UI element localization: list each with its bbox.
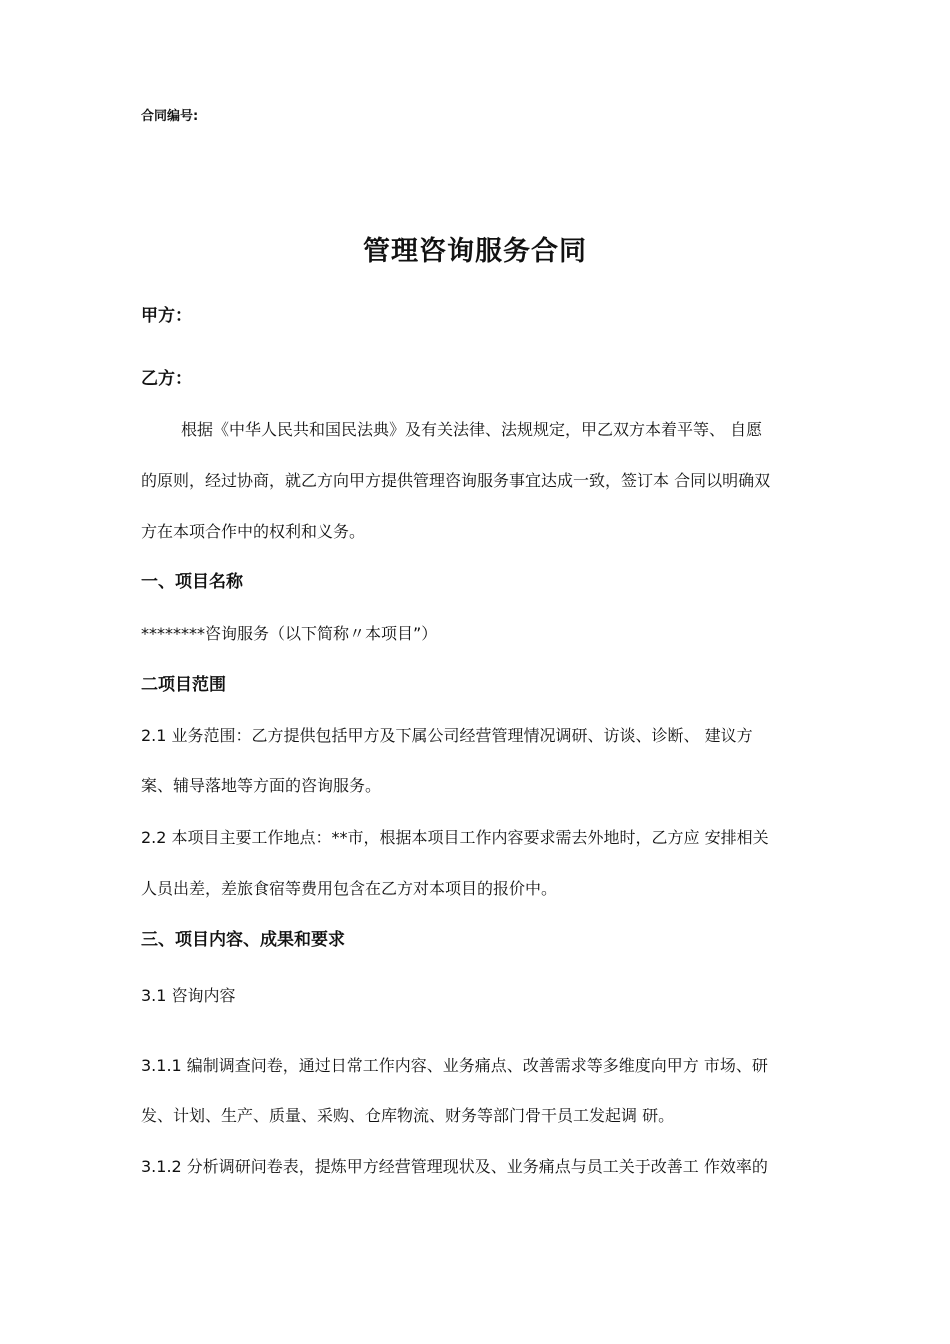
paragraph-line: 人员出差，差旅食宿等费用包含在乙方对本项目的报价中。 (141, 879, 558, 898)
section-1-heading: 一、项目名称 (141, 572, 243, 592)
paragraph-line: 3.1.2 分析调研问卷表，提炼甲方经营管理现状及、业务痛点与员工关于改善工 作效率的 (141, 1157, 768, 1176)
section-2-heading: 二项目范围 (141, 675, 226, 695)
paragraph-line: ********咨询服务（以下简称〃本项目”） (141, 624, 438, 643)
party-a-label: 甲方： (141, 306, 192, 326)
document-title: 管理咨询服务合同 (363, 236, 587, 267)
contract-number-label: 合同编号: (141, 109, 199, 124)
paragraph-line: 案、辅导落地等方面的咨询服务。 (141, 776, 382, 795)
paragraph-line: 3.1.1 编制调查问卷，通过日常工作内容、业务痛点、改善需求等多维度向甲方 市场、研 (141, 1056, 768, 1075)
party-b-label: 乙方： (141, 369, 192, 389)
preamble-line: 根据《中华人民共和国民法典》及有关法律、法规规定，甲乙双方本着平等、 自愿 (181, 420, 763, 439)
subsection-heading: 3.1 咨询内容 (141, 986, 236, 1005)
paragraph-line: 发、计划、生产、质量、采购、仓库物流、财务等部门骨干员工发起调 研。 (141, 1106, 675, 1125)
paragraph-line: 2.1 业务范围：乙方提供包括甲方及下属公司经营管理情况调研、访谈、诊断、 建议方 (141, 726, 753, 745)
preamble-line: 的原则，经过协商，就乙方向甲方提供管理咨询服务事宜达成一致，签订本 合同以明确双 (141, 471, 771, 490)
paragraph-line: 2.2 本项目主要工作地点：**市，根据本项目工作内容要求需去外地时，乙方应 安排相关 (141, 828, 769, 847)
section-3-heading: 三、项目内容、成果和要求 (141, 930, 345, 950)
preamble-line: 方在本项合作中的权利和义务。 (141, 522, 366, 541)
